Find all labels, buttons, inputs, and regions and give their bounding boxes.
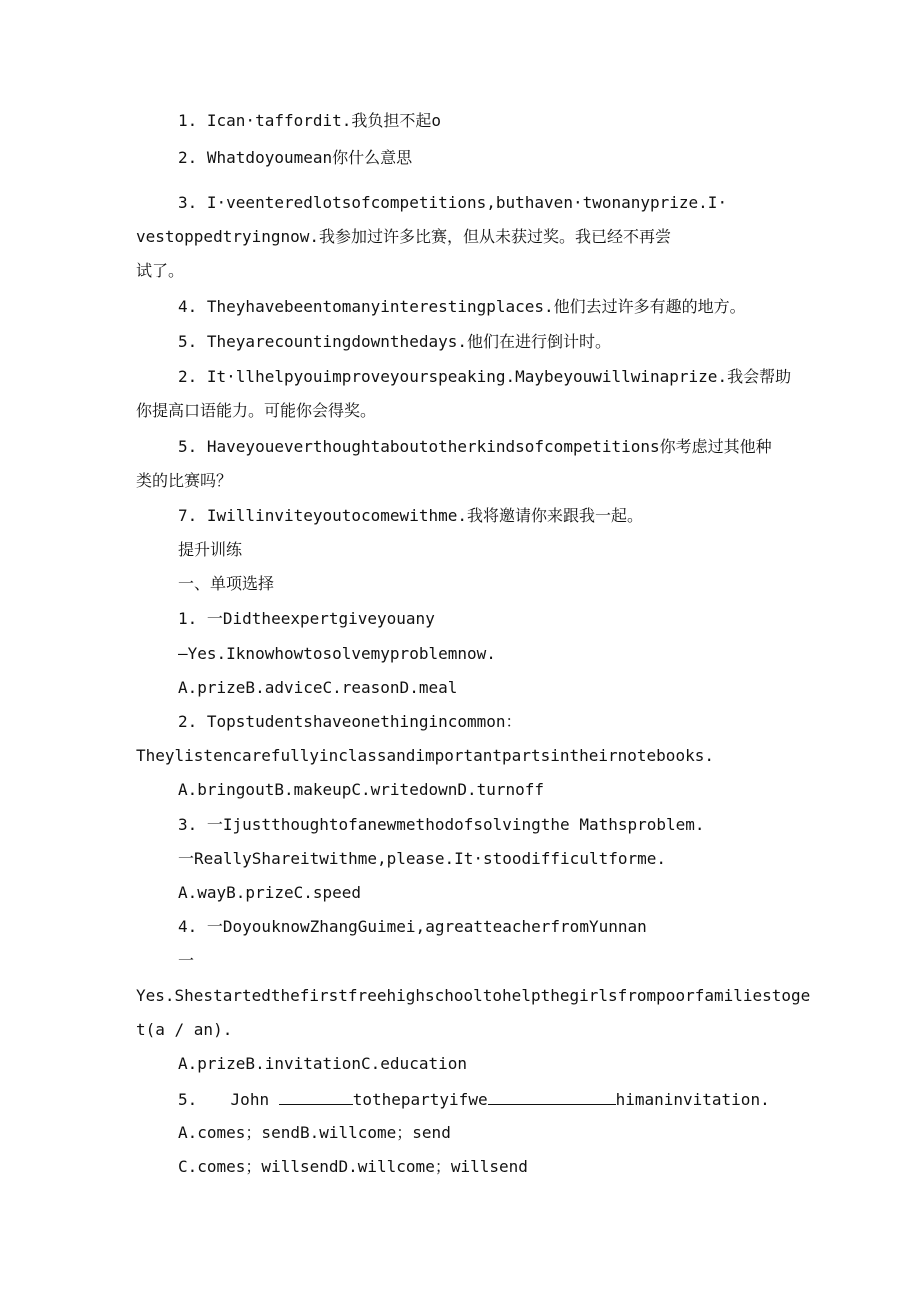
question-5	[178, 1088, 770, 1110]
question-4-dash: 一	[178, 951, 195, 970]
subsection-heading: 一、单项选择	[178, 574, 275, 593]
answer-blank-2	[488, 1088, 616, 1105]
text-line-11: 类的比赛吗？	[136, 471, 233, 490]
question-2-continued: Theylistencarefullyinclassandimportantpartsintheirnotebooks.	[136, 746, 714, 765]
text-line-9: 你提高口语能力。可能你会得奖。	[136, 401, 377, 420]
question-1-response: —Yes.Iknowhowtosolvemyproblemnow.	[178, 644, 496, 663]
section-heading: 提升训练	[178, 540, 243, 559]
question-4-response: Yes.Shestartedthefirstfreehighschooltohelpthegirlsfrompoorfamiliestoge	[136, 986, 811, 1005]
text-line-3: 3. I·veenteredlotsofcompetitions,buthaven·twonanyprize.I·	[178, 193, 728, 212]
question-3-options: A.wayB.prizeC.speed	[178, 883, 362, 902]
question-3: 3. 一Ijustthoughtofanewmethodofsolvingthe Mathsproblem.	[178, 815, 705, 834]
question-2: 2. Topstudentshaveonethingincommon：	[178, 712, 522, 731]
text-line-5: 试了。	[136, 261, 185, 280]
text-line-8: 2. It·llhelpyouimproveyourspeaking.Maybeyouwillwinaprize.我会帮助	[178, 367, 792, 386]
text-line-7: 5. Theyarecountingdownthedays.他们在进行倒计时。	[178, 332, 611, 351]
question-5-part1: John	[230, 1090, 279, 1109]
question-3-response: 一ReallyShareitwithme,please.It·stoodifficultforme.	[178, 849, 667, 868]
question-4: 4. 一DoyouknowZhangGuimei,agreatteacherfromYunnan	[178, 917, 647, 936]
question-5-options-ab: A.comes；sendB.willcome；send	[178, 1123, 451, 1142]
text-line-4: vestoppedtryingnow.我参加过许多比赛，但从未获过奖。我已经不再尝	[136, 227, 672, 246]
question-1: 1. 一Didtheexpertgiveyouany	[178, 609, 435, 628]
answer-blank-1	[279, 1088, 353, 1105]
text-line-2: 2. Whatdoyoumean你什么意思	[178, 148, 413, 167]
text-line-12: 7. Iwillinviteyoutocomewithme.我将邀请你来跟我一起。	[178, 506, 643, 525]
question-2-options: A.bringoutB.makeupC.writedownD.turnoff	[178, 780, 545, 799]
text-line-1: 1. Ican·taffordit.我负担不起o	[178, 111, 442, 130]
question-5-part2: tothepartyifwe	[352, 1090, 488, 1109]
question-4-response-end: t(a / an).	[136, 1020, 233, 1039]
question-5-options-cd: C.comes；willsendD.willcome；willsend	[178, 1157, 528, 1176]
text-line-10: 5. Haveyoueverthoughtaboutotherkindsofcompetitions你考虑过其他种	[178, 437, 772, 456]
question-4-options: A.prizeB.invitationC.education	[178, 1054, 467, 1073]
question-5-number: 5.	[178, 1090, 198, 1109]
question-1-options: A.prizeB.adviceC.reasonD.meal	[178, 678, 458, 697]
text-line-6: 4. Theyhavebeentomanyinterestingplaces.他们去过许多有趣的地方。	[178, 297, 746, 316]
question-5-part3: himaninvitation.	[615, 1090, 770, 1109]
